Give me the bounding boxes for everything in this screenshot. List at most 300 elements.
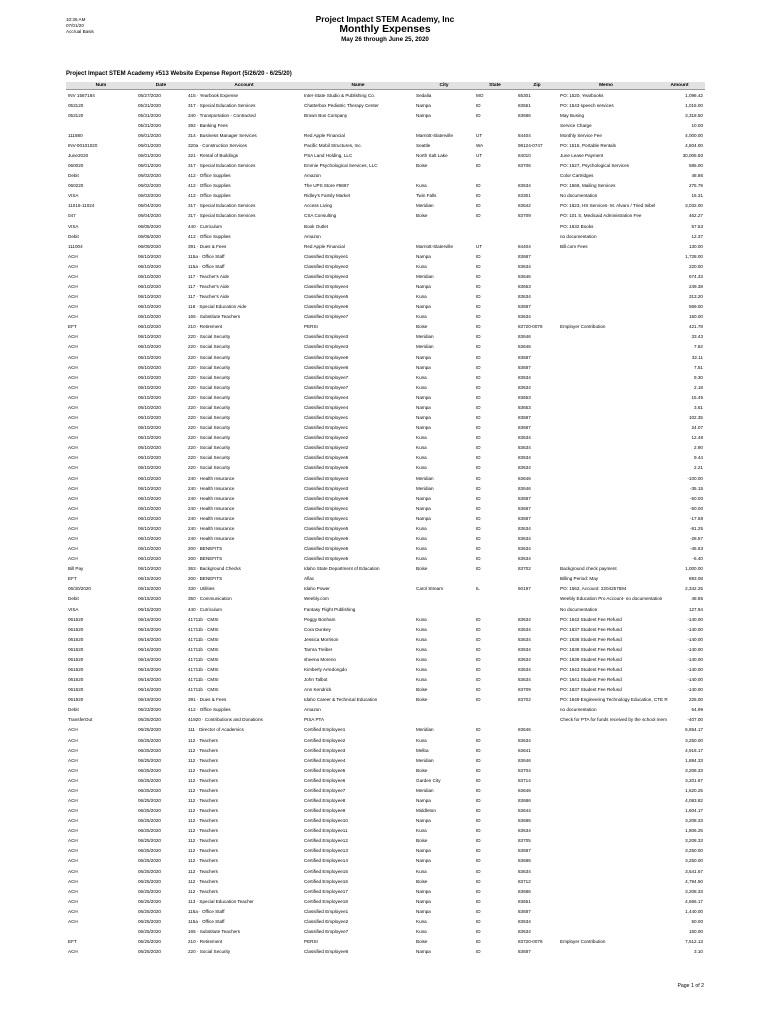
- table-cell: ID: [476, 284, 481, 290]
- table-cell: Classified Employee1: [304, 415, 349, 421]
- table-row: [66, 271, 705, 281]
- table-cell: 83687: [518, 415, 531, 421]
- table-cell: Kuna: [416, 374, 427, 380]
- table-cell: 06/10/2020: [138, 485, 161, 491]
- table-row: [66, 241, 705, 251]
- table-cell: Classified Employee1: [304, 515, 349, 521]
- table-cell: Classified Employee3: [304, 475, 349, 481]
- table-cell: 83653: [518, 394, 531, 400]
- table-row: [66, 463, 705, 473]
- table-cell: 83712: [518, 878, 531, 884]
- table-cell: 83706: [518, 163, 531, 169]
- table-cell: ACH: [68, 445, 78, 451]
- table-cell: [66, 926, 136, 936]
- table-cell: 3,208.33: [685, 838, 703, 844]
- table-row: [66, 382, 705, 392]
- table-cell: 83634: [518, 445, 531, 451]
- table-cell: 240 · Health Insurance: [188, 525, 235, 531]
- table-cell: 83634: [518, 556, 531, 562]
- table-cell: [558, 251, 654, 261]
- table-cell: 83720-0078: [518, 939, 543, 945]
- table-cell: [558, 423, 654, 433]
- table-cell: 061620: [68, 656, 84, 662]
- table-row: [66, 705, 705, 715]
- table-row: [66, 150, 705, 160]
- table-cell: ACH: [68, 757, 78, 763]
- table-cell: 06/10/2020: [138, 566, 161, 572]
- table-cell: [474, 231, 516, 241]
- table-cell: PO: 1515, Portable Rentals: [560, 142, 616, 148]
- table-cell: Kuna: [416, 525, 427, 531]
- table-cell: ACH: [68, 525, 78, 531]
- table-cell: Marriott-Slaterville: [416, 243, 454, 249]
- table-cell: 1,098.42: [685, 92, 703, 98]
- table-row: [66, 765, 705, 775]
- table-cell: 06/06/2020: [138, 233, 161, 239]
- table-cell: 10.00: [691, 122, 703, 128]
- table-cell: ID: [476, 878, 481, 884]
- table-cell: Classified Employee6: [304, 304, 349, 310]
- table-cell: Inter-State Studio & Publishing Co.: [304, 92, 375, 98]
- table-cell: Boise: [416, 838, 428, 844]
- table-cell: 117 · Teacher's Aide: [188, 273, 230, 279]
- table-cell: [474, 120, 516, 130]
- table-cell: Classified Employee4: [304, 394, 349, 400]
- table-cell: PO: 1637 Student Fee Refund: [560, 687, 622, 693]
- table-cell: 240 · Health Insurance: [188, 475, 235, 481]
- table-cell: Brown Bus Company: [304, 112, 348, 118]
- table-cell: 1,728.00: [685, 253, 703, 259]
- table-cell: 48.86: [691, 173, 703, 179]
- table-cell: 06/10/2020: [138, 415, 161, 421]
- table-cell: [558, 735, 654, 745]
- table-cell: 84404: [518, 132, 531, 138]
- table-cell: ID: [476, 394, 481, 400]
- table-cell: [558, 402, 654, 412]
- table-cell: 112 · Teachers: [188, 767, 218, 773]
- table-cell: 3,250.00: [685, 858, 703, 864]
- table-cell: Weebly Education Pro Account- no documentation: [560, 596, 663, 602]
- table-cell: [558, 332, 654, 342]
- table-cell: Meridian: [416, 203, 434, 209]
- table-cell: Marriott-Slaterville: [416, 132, 454, 138]
- table-cell: Nampa: [416, 818, 431, 824]
- table-cell: ACH: [68, 767, 78, 773]
- table-cell: ACH: [68, 908, 78, 914]
- table-cell: ACH: [68, 747, 78, 753]
- table-cell: 3,208.33: [685, 818, 703, 824]
- table-cell: Kuna: [416, 636, 427, 642]
- table-cell: Certified Employee15: [304, 868, 348, 874]
- table-row: [66, 372, 705, 382]
- table-cell: 112 · Teachers: [188, 828, 218, 834]
- table-cell: [474, 715, 516, 725]
- report-header: [0, 14, 770, 44]
- table-cell: 06/30/2020: [68, 586, 91, 592]
- table-cell: ID: [476, 848, 481, 854]
- table-cell: 83644: [518, 808, 531, 814]
- column-header: State: [474, 82, 516, 90]
- table-cell: [558, 785, 654, 795]
- table-cell: ACH: [68, 808, 78, 814]
- organization-name: Project Impact STEM Academy, Inc: [315, 14, 455, 24]
- table-cell: 115a · Office Staff: [188, 908, 225, 914]
- table-cell: 350 · Communication: [188, 596, 232, 602]
- table-cell: ID: [476, 304, 481, 310]
- table-cell: [516, 604, 558, 614]
- table-cell: ACH: [68, 374, 78, 380]
- table-cell: 06/10/2020: [138, 404, 161, 410]
- table-cell: Classified Employee1: [304, 505, 349, 511]
- table-cell: [558, 312, 654, 322]
- table-cell: 30,005.50: [682, 153, 703, 158]
- table-cell: 06/01/2020: [138, 132, 161, 138]
- table-cell: Kuna: [416, 929, 427, 935]
- table-cell: [558, 926, 654, 936]
- table-cell: 06/25/2020: [138, 868, 161, 874]
- table-cell: 06/25/2020: [138, 767, 161, 773]
- table-cell: 2,342.25: [685, 586, 703, 592]
- table-row: [66, 574, 705, 584]
- table-cell: 112 · Teachers: [188, 818, 218, 824]
- table-cell: ACH: [68, 818, 78, 824]
- table-cell: -140.00: [687, 677, 703, 683]
- table-cell: -45.63: [689, 546, 703, 552]
- table-cell: Melba: [416, 747, 429, 753]
- table-cell: ID: [476, 737, 481, 743]
- table-cell: 317 · Special Education Services: [188, 102, 256, 108]
- table-row: [66, 322, 705, 332]
- table-cell: 06/25/2020: [138, 878, 161, 884]
- table-cell: ACH: [68, 455, 78, 461]
- table-cell: June2020: [68, 153, 89, 158]
- table-cell: 3,208.33: [685, 767, 703, 773]
- table-cell: 06/10/2020: [138, 324, 161, 330]
- table-cell: Nampa: [416, 304, 431, 310]
- table-cell: 15.31: [691, 193, 703, 199]
- table-cell: ID: [476, 939, 481, 945]
- table-cell: Certified Employee3: [304, 747, 346, 753]
- table-row: [66, 856, 705, 866]
- table-cell: 06/10/2020: [138, 314, 161, 320]
- table-cell: [558, 806, 654, 816]
- table-cell: 83709: [518, 213, 531, 219]
- table-cell: 4,794.50: [685, 878, 703, 884]
- table-cell: Boise: [416, 939, 428, 945]
- table-row: [66, 876, 705, 886]
- table-cell: 117 · Teacher's Aide: [188, 284, 230, 290]
- table-cell: 83714: [518, 777, 531, 783]
- table-cell: ID: [476, 918, 481, 924]
- table-cell: 585.00: [688, 163, 703, 169]
- table-row: [66, 654, 705, 664]
- table-cell: 061620: [68, 626, 84, 632]
- table-cell: UT: [476, 132, 483, 138]
- table-cell: 317 · Special Education Services: [188, 163, 256, 169]
- expense-report-title: Project Impact STEM Academy #513 Website Expense Report (5/26/20 - 6/25/20): [66, 71, 292, 77]
- table-cell: TransferOut: [68, 717, 93, 723]
- table-cell: 83634: [518, 525, 531, 531]
- table-cell: The UPS Store #5867: [304, 183, 349, 189]
- table-cell: 220 · Social Security: [188, 354, 231, 360]
- table-cell: Certified Employee18: [304, 898, 348, 904]
- table-cell: 06/15/2020: [138, 586, 161, 592]
- table-cell: Nampa: [416, 364, 431, 370]
- table-cell: -81.25: [689, 525, 703, 531]
- table-cell: [558, 554, 654, 564]
- table-cell: 220 · Social Security: [188, 949, 231, 955]
- table-cell: PO: 1527, Psychological Services: [560, 163, 629, 169]
- table-cell: 412 · Office Supplies: [188, 233, 231, 239]
- table-cell: Classified Employee5: [304, 546, 349, 552]
- table-cell: 06/10/2020: [138, 263, 161, 269]
- table-cell: Certified Employee14: [304, 858, 348, 864]
- table-cell: Idaho Power: [304, 586, 330, 592]
- table-cell: [474, 574, 516, 584]
- table-cell: 83702: [518, 697, 531, 703]
- table-cell: ID: [476, 656, 481, 662]
- table-cell: Certified Employee6: [304, 777, 346, 783]
- table-cell: ACH: [68, 888, 78, 894]
- table-cell: ID: [476, 163, 481, 169]
- table-cell: -17.58: [689, 515, 703, 521]
- table-cell: 06/10/2020: [138, 273, 161, 279]
- table-cell: 83634: [518, 435, 531, 441]
- table-cell: ACH: [68, 556, 78, 562]
- table-cell: ACH: [68, 777, 78, 783]
- table-cell: -140.00: [687, 666, 703, 672]
- table-cell: Seattle: [416, 142, 431, 148]
- table-cell: -28.57: [689, 535, 703, 541]
- table-cell: ID: [476, 908, 481, 914]
- table-cell: 112 · Teachers: [188, 838, 218, 844]
- table-cell: MO: [476, 92, 484, 98]
- table-cell: 06/25/2020: [138, 757, 161, 763]
- column-header: Date: [136, 82, 186, 90]
- table-cell: -50.00: [689, 505, 703, 511]
- table-cell: 83651: [518, 898, 531, 904]
- table-cell: 83634: [518, 294, 531, 300]
- table-row: [66, 503, 705, 513]
- table-cell: 06/04/2020: [138, 213, 161, 219]
- table-row: [66, 664, 705, 674]
- table-cell: VISA: [68, 193, 79, 199]
- table-cell: Kuna: [416, 556, 427, 562]
- table-cell: ACH: [68, 737, 78, 743]
- table-cell: Debit: [68, 596, 79, 602]
- table-cell: [558, 261, 654, 271]
- table-cell: ACH: [68, 304, 78, 310]
- table-cell: PO: 1623, HS Services- M. Alvaro / Tried Isibel: [560, 203, 656, 209]
- table-cell: 061920: [68, 697, 84, 703]
- table-cell: ACH: [68, 384, 78, 390]
- table-cell: 24.07: [691, 425, 703, 431]
- table-cell: 06/02/2020: [138, 183, 161, 189]
- table-cell: -140.00: [687, 636, 703, 642]
- table-cell: No documentation: [560, 193, 598, 199]
- table-cell: 83301: [518, 193, 531, 199]
- table-cell: PO: 101 S, Medicaid Administration Fee: [560, 213, 642, 219]
- table-row: [66, 886, 705, 896]
- table-cell: ACH: [68, 878, 78, 884]
- table-cell: 06/10/2020: [138, 535, 161, 541]
- table-cell: 061620: [68, 687, 84, 693]
- table-row: [66, 392, 705, 402]
- table-cell: Nampa: [416, 284, 431, 290]
- table-cell: Meridian: [416, 334, 434, 340]
- table-cell: 06/10/2020: [138, 435, 161, 441]
- table-cell: [414, 594, 474, 604]
- table-cell: 83634: [518, 465, 531, 471]
- table-cell: [558, 544, 654, 554]
- table-cell: [558, 755, 654, 765]
- table-cell: ACH: [68, 787, 78, 793]
- report-period: May 26 through June 25, 2020: [341, 36, 429, 43]
- table-cell: 9.30: [694, 374, 703, 380]
- table-cell: 117 · Teacher's Aide: [188, 294, 230, 300]
- table-cell: 061620: [68, 636, 84, 642]
- table-cell: Kuna: [416, 294, 427, 300]
- table-cell: 240 · Health Insurance: [188, 535, 235, 541]
- table-cell: ID: [476, 344, 481, 350]
- table-cell: ACH: [68, 848, 78, 854]
- table-cell: [558, 473, 654, 483]
- table-cell: [558, 413, 654, 423]
- table-cell: 83646: [518, 475, 531, 481]
- table-cell: Classified Employee1: [304, 253, 349, 259]
- table-cell: 06/25/2020: [138, 818, 161, 824]
- table-cell: VISA: [68, 223, 79, 229]
- table-cell: 83646: [518, 334, 531, 340]
- table-cell: 2.18: [694, 384, 703, 390]
- table-cell: Kuna: [416, 918, 427, 924]
- table-cell: 113 · Special Education Teacher: [188, 898, 254, 904]
- table-cell: Jessica Morrison: [304, 636, 339, 642]
- table-cell: Nampa: [416, 404, 431, 410]
- table-cell: [558, 846, 654, 856]
- table-cell: 112 · Teachers: [188, 787, 218, 793]
- table-cell: 06/25/2020: [138, 828, 161, 834]
- table-cell: 06/25/2020: [138, 888, 161, 894]
- table-cell: 118 · Special Education Aide: [188, 304, 247, 310]
- table-cell: ID: [476, 818, 481, 824]
- table-row: [66, 695, 705, 705]
- table-cell: 83687: [518, 908, 531, 914]
- table-cell: IL: [476, 586, 480, 592]
- table-cell: 06/01/2020: [138, 153, 161, 158]
- table-cell: 112 · Teachers: [188, 868, 218, 874]
- table-cell: 220 · Social Security: [188, 415, 231, 421]
- table-cell: 83634: [518, 918, 531, 924]
- table-cell: 41711b · CMSI: [188, 687, 219, 693]
- table-cell: 06/16/2020: [138, 626, 161, 632]
- table-cell: UT: [476, 243, 483, 249]
- table-cell: ID: [476, 646, 481, 652]
- table-cell: 1,884.33: [685, 757, 703, 763]
- table-cell: [558, 493, 654, 503]
- table-cell: Classified Employee6: [304, 495, 349, 501]
- table-cell: [558, 775, 654, 785]
- table-cell: 83646: [518, 344, 531, 350]
- table-cell: ID: [476, 787, 481, 793]
- table-cell: 83642: [518, 203, 531, 209]
- table-cell: PO: 1520, Yearbooks: [560, 92, 604, 98]
- table-cell: 06/10/2020: [138, 455, 161, 461]
- table-cell: -140.00: [687, 626, 703, 632]
- table-cell: PO: 1643 Student Fee Refund: [560, 666, 622, 672]
- table-row: [66, 120, 705, 130]
- print-time: 10:36 AM: [66, 17, 86, 22]
- table-cell: [516, 715, 558, 725]
- table-cell: ID: [476, 354, 481, 360]
- table-cell: 3,318.50: [685, 112, 703, 118]
- table-cell: 41711b · CMSI: [188, 616, 219, 622]
- table-cell: 83646: [518, 757, 531, 763]
- table-cell: VISA: [68, 606, 79, 612]
- table-cell: ACH: [68, 354, 78, 360]
- table-cell: Classified Employee7: [304, 374, 349, 380]
- table-cell: Kuna: [416, 828, 427, 834]
- table-cell: Classified Employee1: [304, 908, 349, 914]
- table-cell: 200 · BENEFITS: [188, 576, 223, 582]
- print-date: 07/01/20: [66, 23, 84, 29]
- table-cell: [558, 503, 654, 513]
- table-cell: [474, 594, 516, 604]
- table-cell: 112 · Teachers: [188, 848, 218, 854]
- table-cell: 83634: [518, 546, 531, 552]
- table-row: [66, 745, 705, 755]
- table-cell: ACH: [68, 314, 78, 320]
- table-cell: Amazon: [304, 173, 321, 179]
- table-row: [66, 926, 705, 936]
- table-row: [66, 523, 705, 533]
- table-cell: 06/25/2020: [138, 939, 161, 945]
- table-cell: 83687: [518, 515, 531, 521]
- table-row: [66, 261, 705, 271]
- table-cell: Sedalia: [416, 92, 432, 98]
- table-cell: [558, 856, 654, 866]
- table-row: [66, 493, 705, 503]
- table-cell: 061620: [68, 677, 84, 683]
- table-cell: 240 · Health Insurance: [188, 485, 235, 491]
- table-cell: ID: [476, 888, 481, 894]
- table-cell: [414, 705, 474, 715]
- table-cell: Certified Employee2: [304, 737, 346, 743]
- table-row: [66, 281, 705, 291]
- table-cell: Kuna: [416, 435, 427, 441]
- table-cell: 41711b · CMSI: [188, 636, 219, 642]
- table-cell: 06/05/2020: [138, 223, 161, 229]
- table-cell: 83687: [518, 495, 531, 501]
- table-cell: 4,916.17: [685, 747, 703, 753]
- table-cell: Classified Employee3: [304, 273, 349, 279]
- table-cell: Boise: [416, 767, 428, 773]
- table-cell: Nampa: [416, 908, 431, 914]
- table-cell: no documentation: [560, 233, 597, 239]
- table-row: [66, 211, 705, 221]
- table-cell: ID: [476, 253, 481, 259]
- table-row: [66, 795, 705, 805]
- table-cell: 115a · Office Staff: [188, 253, 225, 259]
- table-cell: PSA Land Holding, LLC: [304, 153, 353, 158]
- table-cell: 061620: [68, 666, 84, 672]
- table-cell: Classified Employee5: [304, 455, 349, 461]
- table-cell: 220 · Social Security: [188, 344, 231, 350]
- table-cell: 111 · Director of Academics: [188, 727, 244, 733]
- table-cell: 220 · Social Security: [188, 384, 231, 390]
- table-cell: 06/25/2020: [138, 838, 161, 844]
- table-cell: 48.85: [691, 596, 703, 602]
